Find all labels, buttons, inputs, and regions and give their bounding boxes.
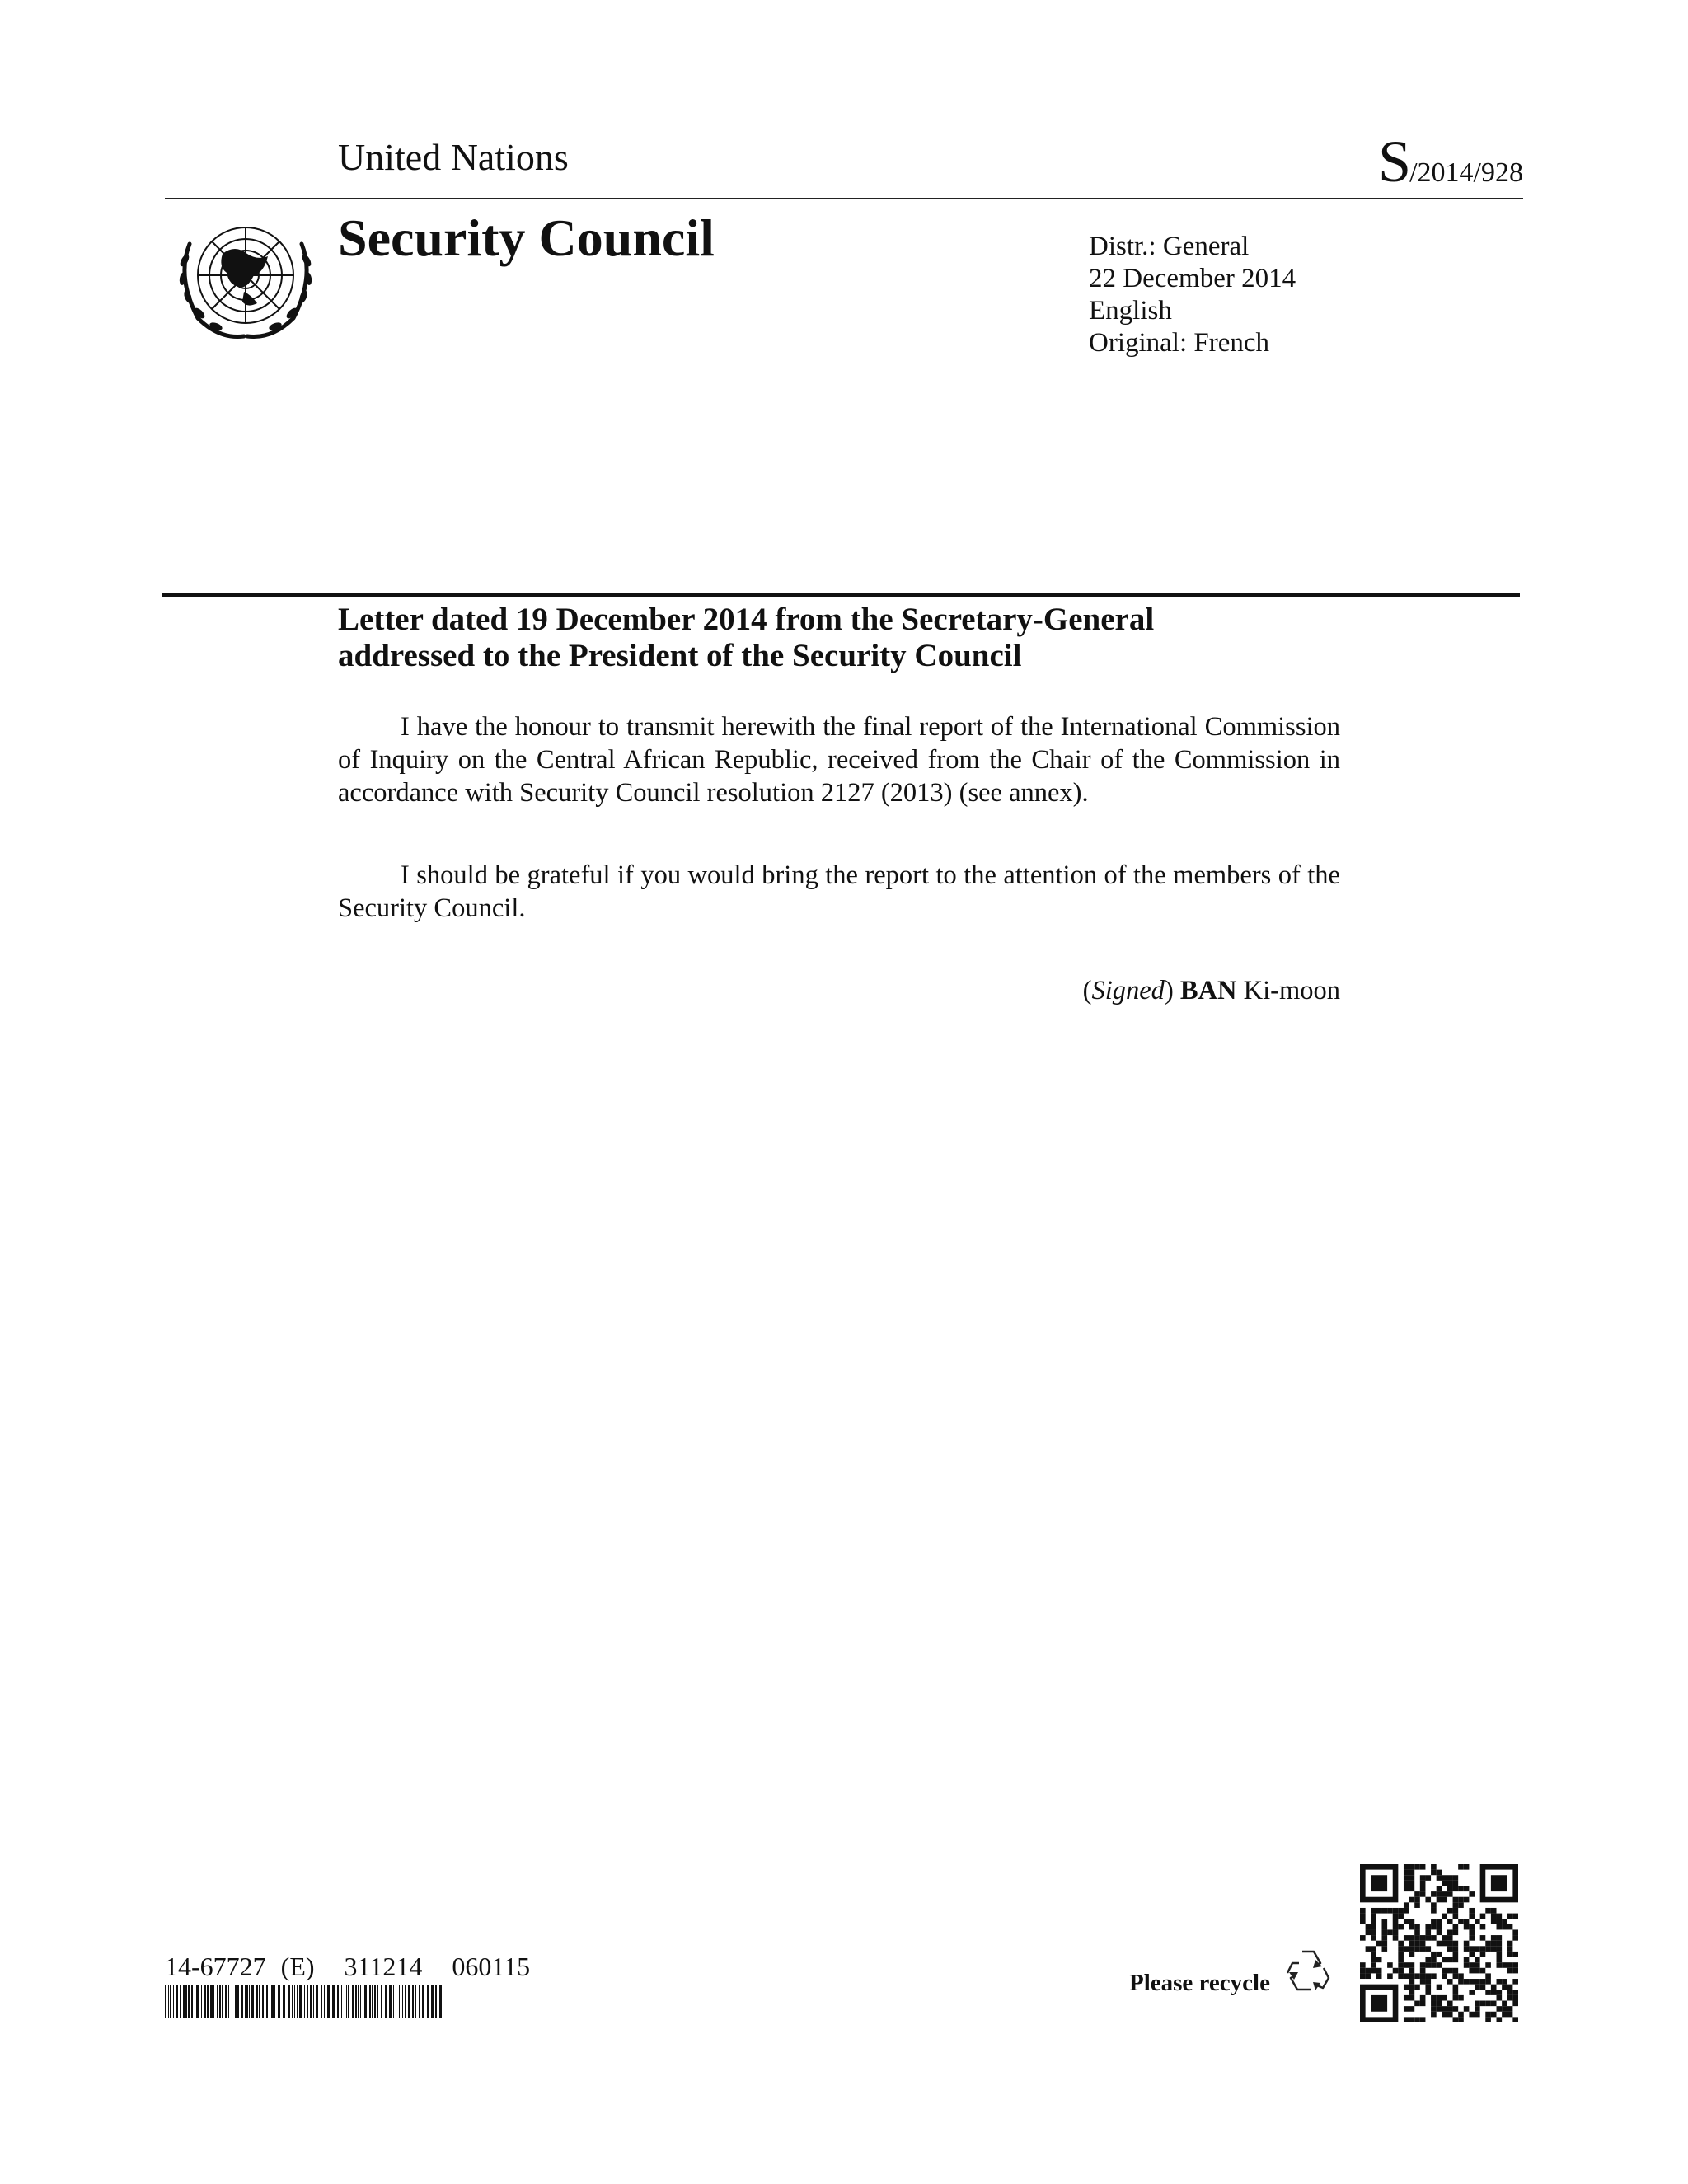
qr-code-icon [1360, 1864, 1518, 2022]
distribution-line: Distr.: General [1089, 232, 1250, 261]
title-line-2: addressed to the President of the Security Council [338, 638, 1022, 673]
paragraph-1: I have the honour to transmit herewith the final report of the International Commission of Inquiry on the Central African Republic, received from the Chair of the Commission in accordance with Security Council resolution 2127 (2013) (see annex). [338, 712, 1340, 808]
symbol-prefix: S [1378, 129, 1410, 194]
job-date-1: 311214 [344, 1952, 423, 1981]
title-line-1: Letter dated 19 December 2014 from the Secretary-General [338, 602, 1155, 637]
document-symbol [1378, 129, 1523, 194]
symbol-suffix: /2014/928 [1409, 157, 1523, 188]
job-date-2: 060115 [452, 1952, 531, 1981]
recycle-label: Please recycle [1129, 1970, 1270, 1996]
signature-signed: Signed [1091, 976, 1165, 1005]
signature [1083, 976, 1340, 1006]
signature-surname: BAN [1179, 976, 1237, 1005]
recycle-icon [1282, 1945, 1334, 1994]
document-title [338, 602, 1409, 674]
un-emblem-icon [165, 211, 326, 346]
signature-given: Ki-moon [1236, 976, 1340, 1005]
organization-name: United Nations [338, 136, 569, 178]
title-rule [162, 593, 1520, 597]
distribution-date: 22 December 2014 [1089, 264, 1296, 293]
barcode-icon [165, 1985, 442, 2018]
distribution-language: English [1089, 296, 1172, 326]
paragraph-2: I should be grateful if you would bring the report to the attention of the members of the Security Council. [338, 860, 1340, 923]
job-number: 14-67727 (E) [165, 1952, 315, 1981]
signature-open: ( [1082, 976, 1092, 1005]
header-rule [165, 198, 1523, 199]
job-number-line [165, 1952, 560, 1982]
distribution-block [1089, 231, 1296, 359]
organ-name: Security Council [338, 209, 715, 267]
signature-close: ) [1164, 976, 1180, 1005]
distribution-original: Original: French [1089, 328, 1270, 358]
